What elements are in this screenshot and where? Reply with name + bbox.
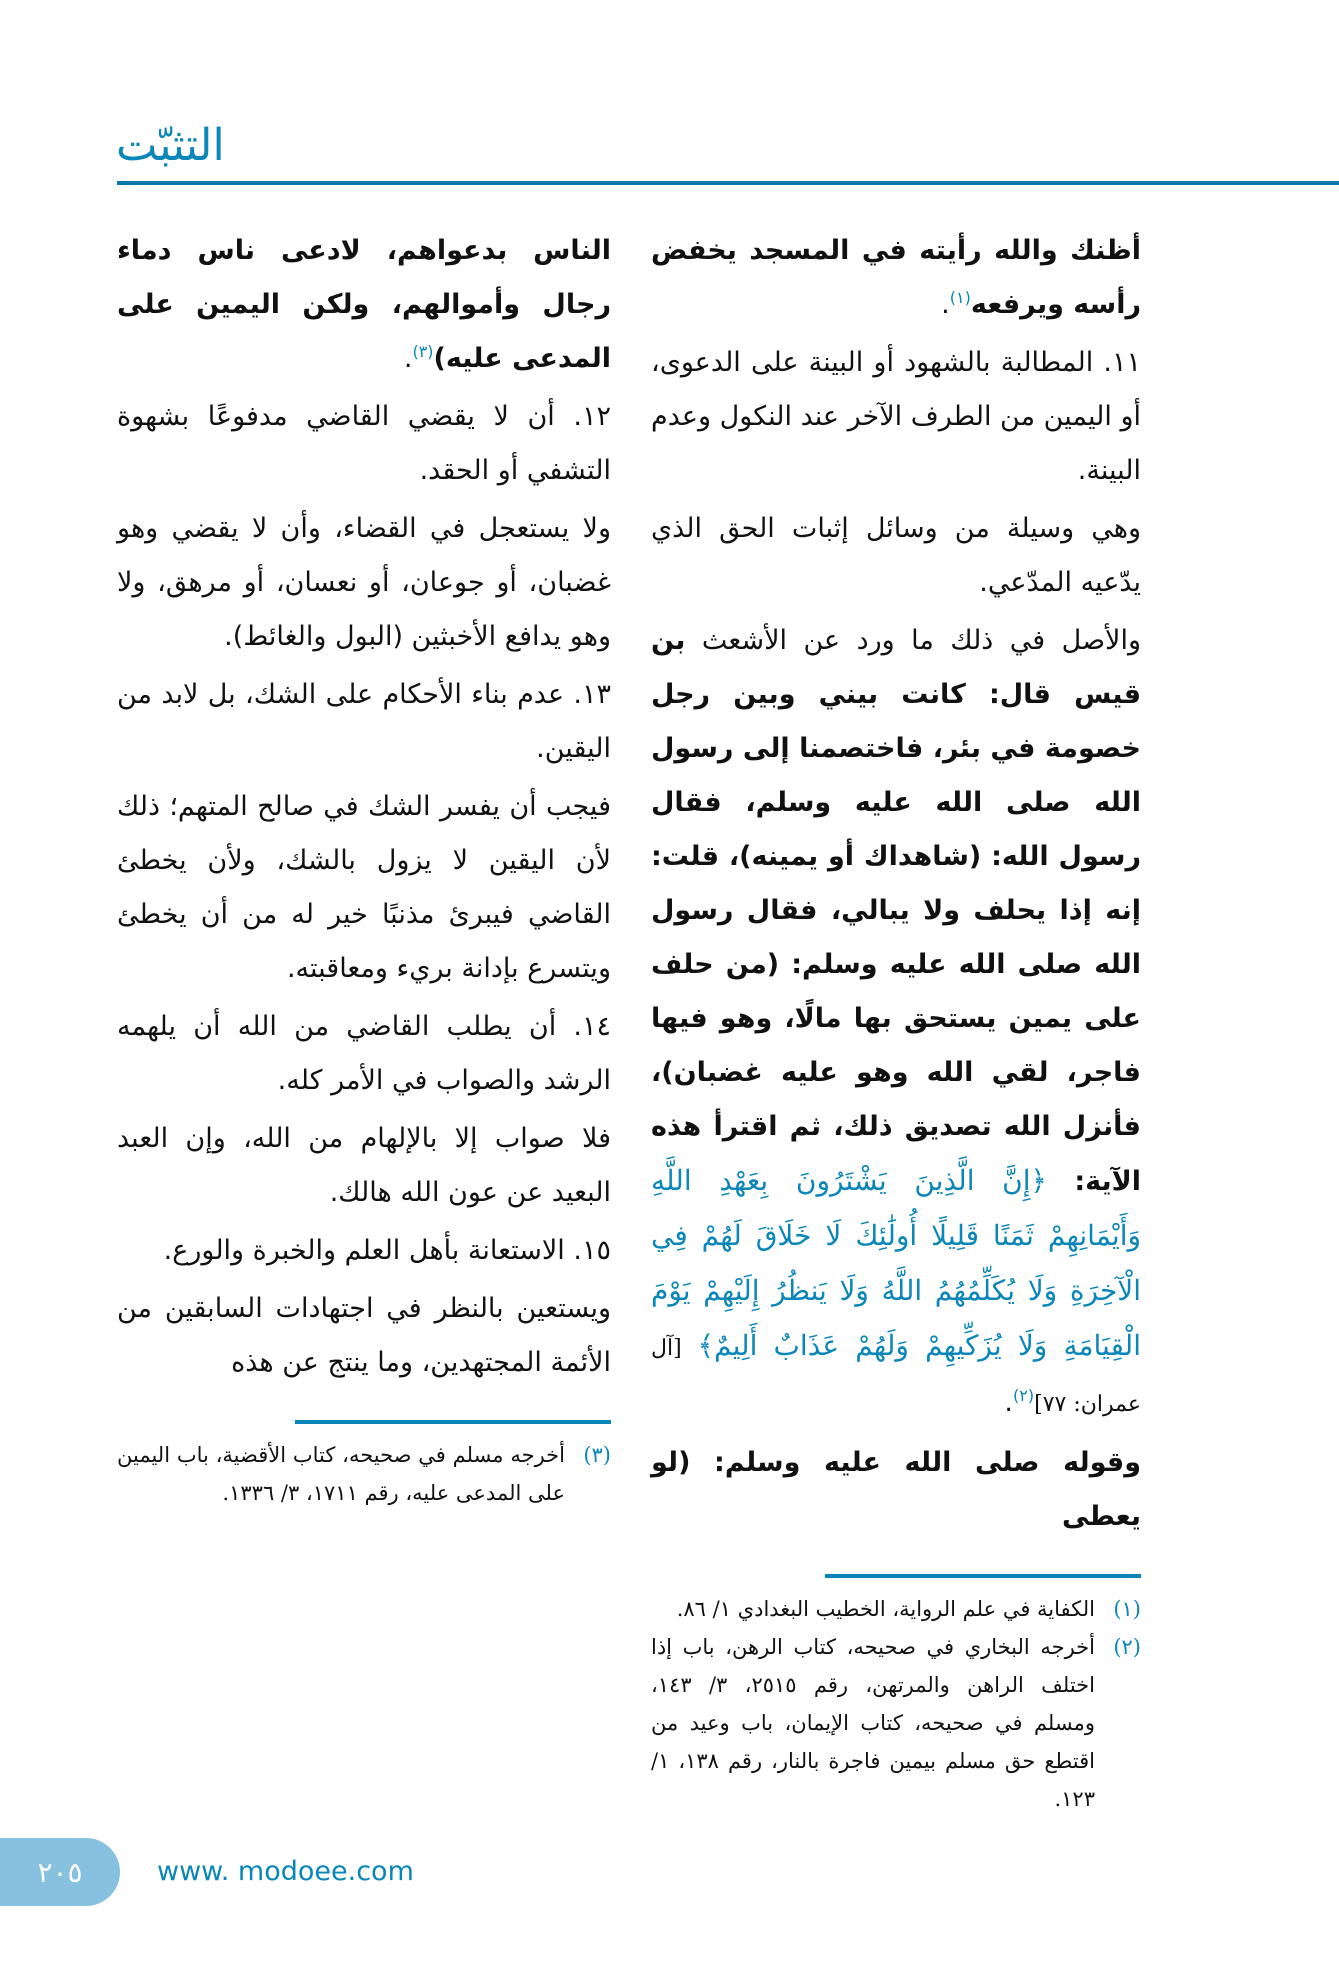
paragraph: ولا يستعجل في القضاء، وأن لا يقضي وهو غضبان، أو جوعان، أو نعسان، أو مرهق، ولا وهو يدافع الأخبثين (البول والغائط). [117,513,611,652]
quran-verse: ﴿إِنَّ الَّذِينَ يَشْتَرُونَ بِعَهْدِ اللَّهِ وَأَيْمَانِهِمْ ثَمَنًا قَلِيلًا أُولَٰئِكَ لَا خَلَاقَ لَهُمْ فِي الْآخِرَةِ وَلَا يُكَلِّمُهُمُ اللَّهُ وَلَا يَنظُرُ إِلَيْهِمْ يَوْمَ الْقِيَامَةِ وَلَا يُزَكِّيهِمْ وَلَهُمْ عَذَابٌ أَلِيمٌ﴾ [651,1164,1141,1362]
page-header [0,0,1339,190]
paragraph: ويستعين بالنظر في اجتهادات السابقين من الأئمة المجتهدين، وما ينتج عن هذه [117,1293,611,1378]
hadith-text: أظنك والله رأيته في المسجد يخفض رأسه ويرفعه [651,235,1141,320]
paragraph: ١٥. الاستعانة بأهل العلم والخبرة والورع. [163,1235,611,1266]
paragraph: وهي وسيلة من وسائل إثبات الحق الذي يدّعيه المدّعي. [651,513,1141,598]
paragraph: ١٢. أن لا يقضي القاضي مدفوعًا بشهوة التشفي أو الحقد. [117,401,611,486]
footnote-text: أخرجه مسلم في صحيحه، كتاب الأقضية، باب اليمين على المدعى عليه، رقم ١٧١١، ٣/ ١٣٣٦. [117,1443,565,1505]
verse-reference: [آل عمران: ٧٧] [651,1336,1141,1417]
paragraph: ١٤. أن يطلب القاضي من الله أن يلهمه الرشد والصواب في الأمر كله. [117,1011,611,1096]
paragraph: والأصل في ذلك ما ورد عن الأشعث بن قيس قال: كانت بيني وبين رجل خصومة في بئر، فاختصمنا إلى رسول الله صلى الله عليه وسلم، فقال رسول الله: (شاهداك أو يمينه)، قلت: إنه إذا يحلف ولا يبالي، فقال رسول الله صلى الله عليه وسلم: (من حلف على يمين يستحق بها مالًا، وهو فيها فاجر، لقي الله وهو عليه غضبان)، فأنزل الله تصديق ذلك، ثم اقترأ هذه الآية: ﴿إِنَّ الَّذِينَ يَشْتَرُونَ بِعَهْدِ اللَّهِ وَأَيْمَانِهِمْ ثَمَنًا قَلِيلًا أُولَٰئِكَ لَا خَلَاقَ لَهُمْ فِي الْآخِرَةِ وَلَا يُكَلِّمُهُمُ اللَّهُ وَلَا يَنظُرُ إِلَيْهِمْ يَوْمَ الْقِيَامَةِ وَلَا يُزَكِّيهِمْ وَلَهُمْ عَذَابٌ أَلِيمٌ﴾ [آل عمران: ٧٧]$^{(٢)}$. [651,625,1141,1418]
page-number: ٢٠٥ [37,1855,83,1889]
header-divider [117,181,1339,185]
footnote-ref[interactable]: (٣) [412,342,434,361]
right-column [651,224,1141,1818]
website-link[interactable]: www. modoee.com [157,1856,414,1887]
footnotes-right [651,1590,1141,1818]
text: والأصل في ذلك ما ورد عن الأشعث [701,625,1141,656]
footnote-number: (٢) [1113,1635,1141,1659]
page-number-badge [0,1838,120,1906]
paragraph: الناس بدعواهم، لادعى ناس دماء رجال وأموالهم، ولكن اليمين على المدعى عليه)$^{(٣)}$. [117,235,611,374]
footnote [117,1436,611,1512]
footnote-number: (١) [1113,1597,1141,1621]
hadith-text: الناس بدعواهم، لادعى ناس دماء رجال وأموالهم، ولكن اليمين على المدعى عليه) [117,235,611,374]
footnotes-left [117,1436,611,1512]
paragraph: ١١. المطالبة بالشهود أو البينة على الدعوى، أو اليمين من الطرف الآخر عند النكول وعدم البينة. [651,347,1141,486]
footnote-divider [295,1420,611,1424]
footnote-number: (٣) [583,1443,611,1467]
left-column [117,224,611,1818]
page-footer [0,1838,1339,1963]
paragraph: فلا صواب إلا بالإلهام من الله، وإن العبد البعيد عن عون الله هالك. [117,1123,611,1208]
paragraph: وقوله صلى الله عليه وسلم: (لو يعطى [651,1447,1141,1532]
footnote-text: أخرجه البخاري في صحيحه، كتاب الرهن، باب إذا اختلف الراهن والمرتهن، رقم ٢٥١٥، ٣/ ١٤٣، ومسلم في صحيحه، كتاب الإيمان، باب وعيد من اقتطع حق مسلم بيمين فاجرة بالنار، رقم ١٣٨، ١/ ١٢٣. [651,1635,1095,1811]
left-body [117,224,611,1394]
paragraph: أظنك والله رأيته في المسجد يخفض رأسه ويرفعه$^{(١)}$. [651,235,1141,320]
paragraph: فيجب أن يفسر الشك في صالح المتهم؛ ذلك لأن اليقين لا يزول بالشك، ولأن يخطئ القاضي فيبرئ مذنبًا خير له من أن يخطئ ويتسرع بإدانة بريء ومعاقبته. [117,791,611,984]
footnote [651,1590,1141,1628]
footnote-ref[interactable]: (٢) [1013,1386,1035,1405]
footnote-text: الكفاية في علم الرواية، الخطيب البغدادي ١/ ٨٦. [676,1597,1095,1621]
chapter-title: التثبّت [116,120,225,171]
footnote [651,1628,1141,1818]
hadith-text: بن قيس قال: كانت بيني وبين رجل خصومة في بئر، فاختصمنا إلى رسول الله صلى الله عليه وسلم، فقال رسول الله: (شاهداك أو يمينه)، قلت: إنه إذا يحلف ولا يبالي، فقال رسول الله صلى الله عليه وسلم: (من حلف على يمين يستحق بها مالًا، وهو فيها فاجر، لقي الله وهو عليه غضبان)، فأنزل الله تصديق ذلك، ثم اقترأ هذه الآية: [651,625,1141,1197]
right-body [651,224,1141,1548]
footnote-ref[interactable]: (١) [949,288,971,307]
paragraph: ١٣. عدم بناء الأحكام على الشك، بل لابد من اليقين. [117,679,611,764]
footnote-divider [825,1574,1141,1578]
columns [0,190,1339,1818]
